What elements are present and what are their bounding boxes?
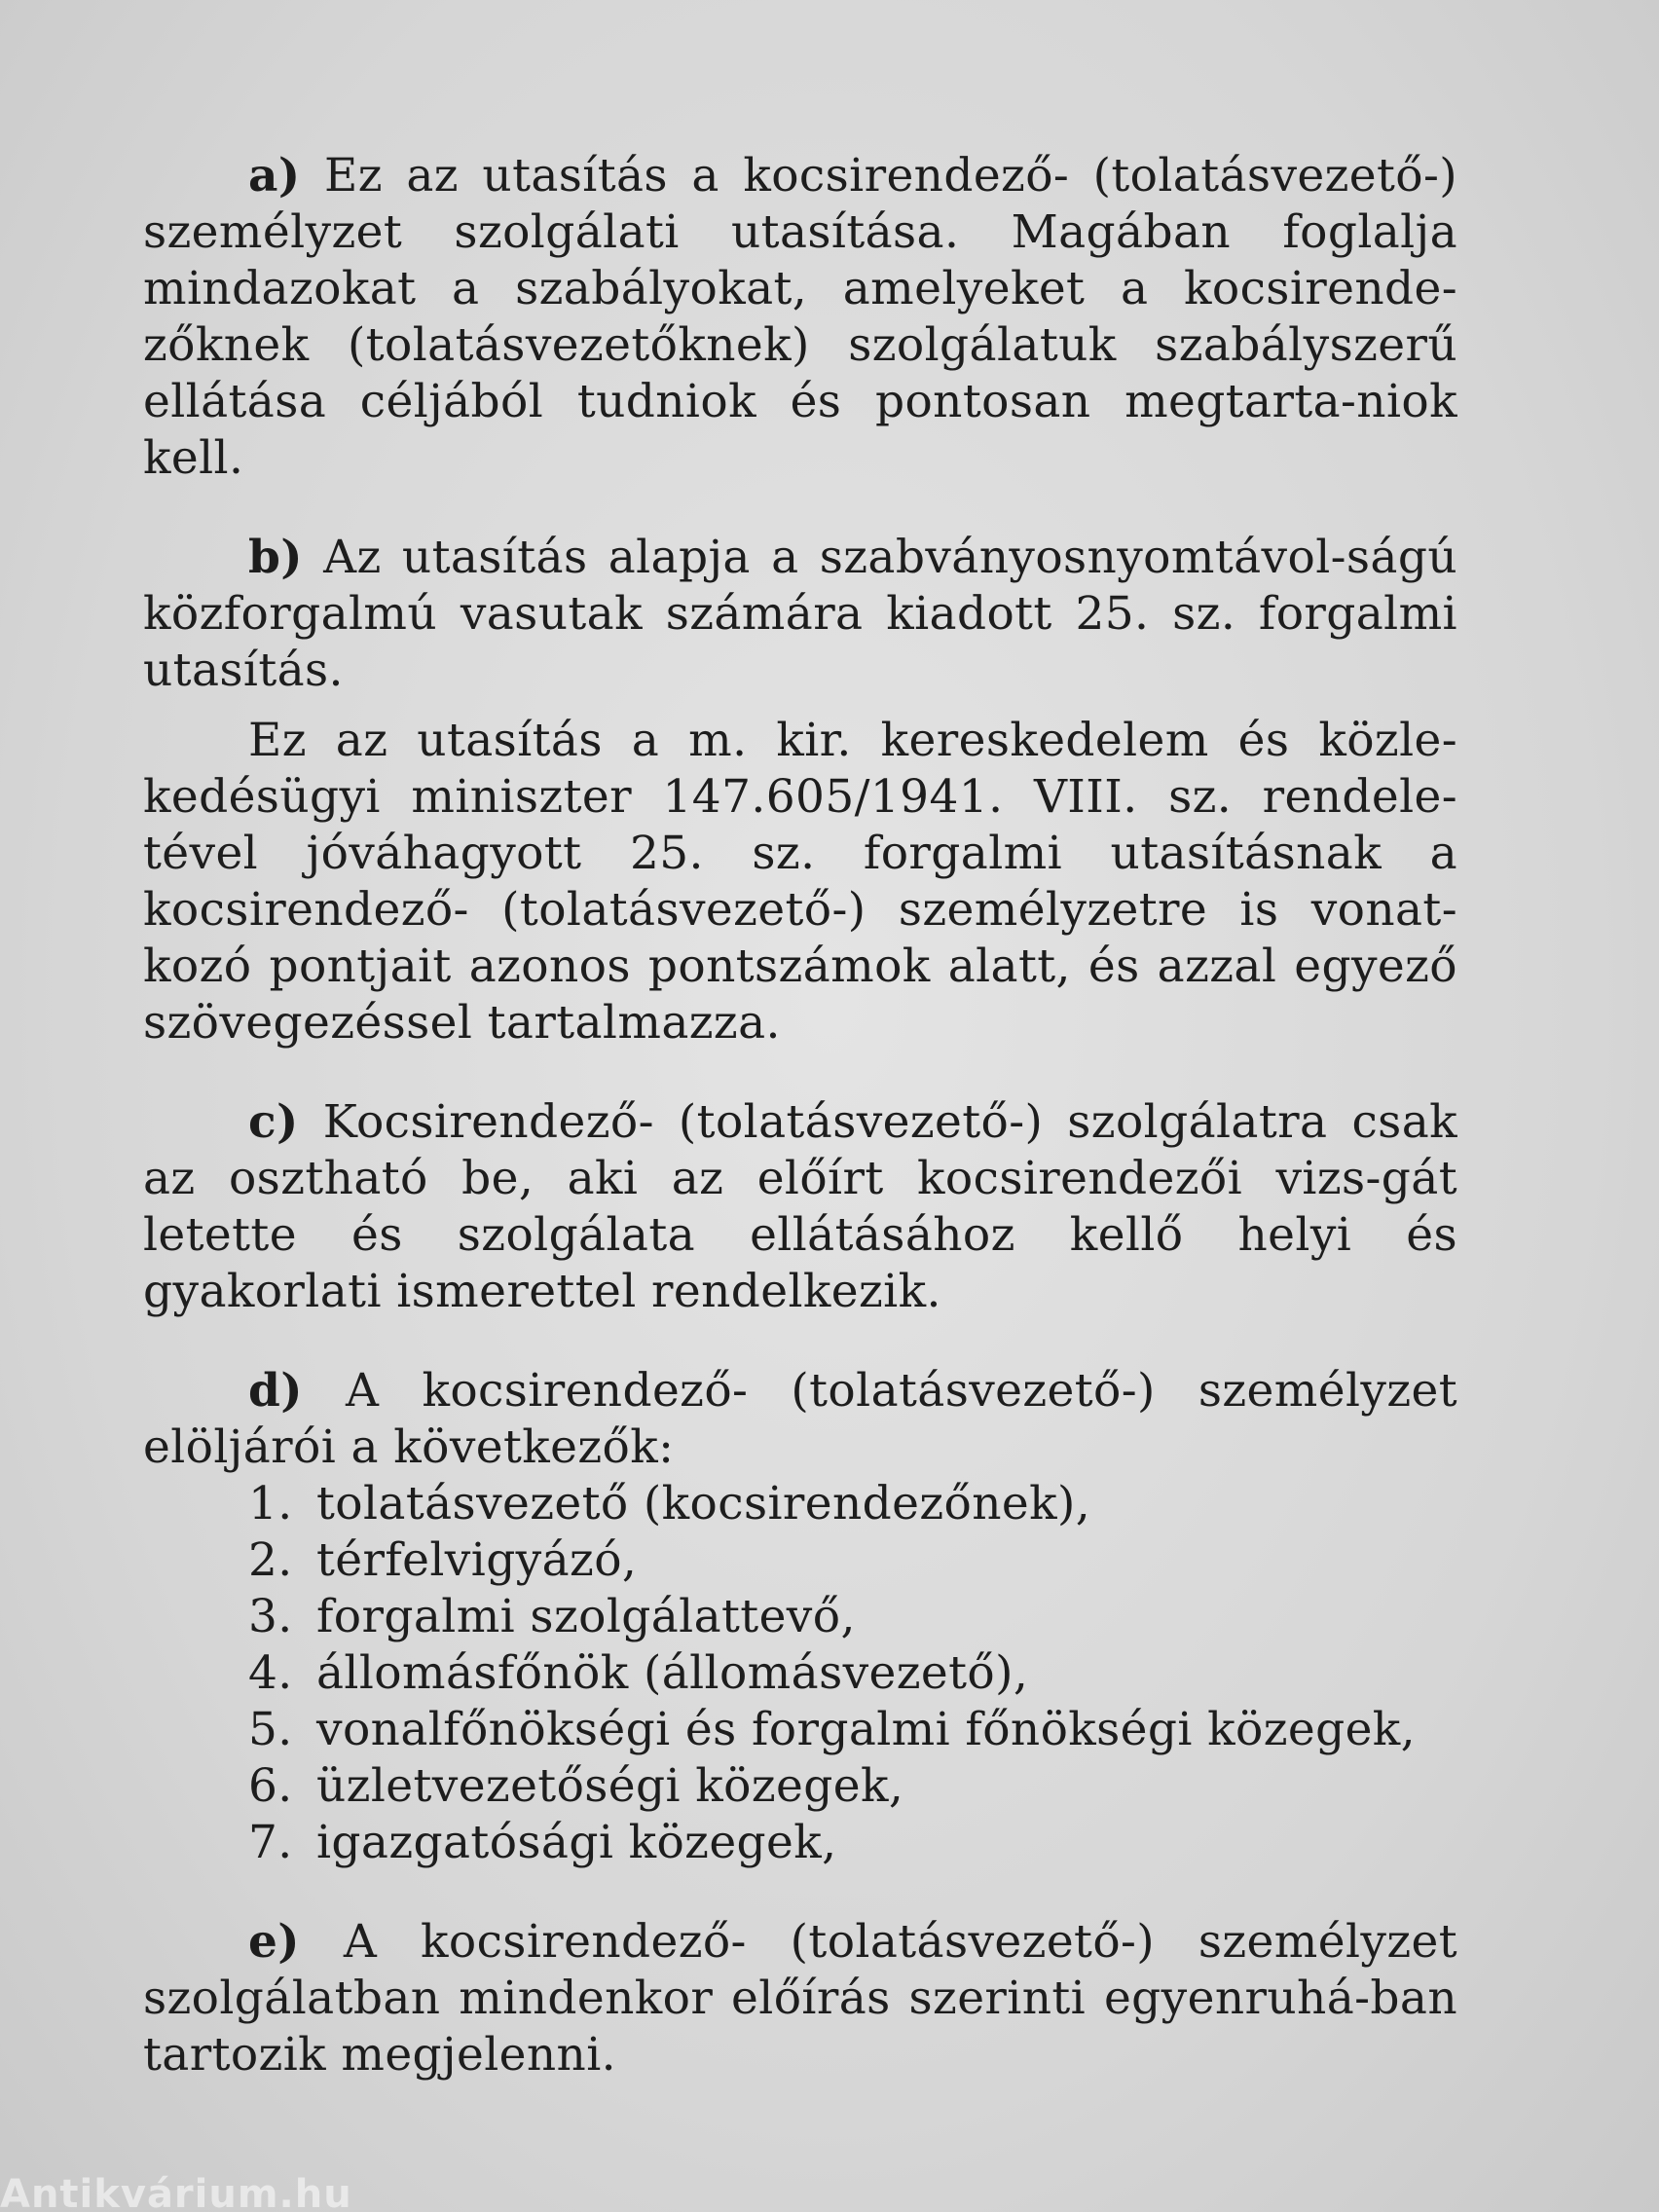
- list-item: [248, 1589, 1457, 1645]
- list-item: [248, 1758, 1457, 1815]
- paragraph-b: [143, 530, 1457, 699]
- paragraph-d: [143, 1363, 1457, 1476]
- paragraph-text-a: Ez az utasítás a kocsirendező- (tolatásvezető-) személyzet szolgálati utasítása. Magában foglalja mindazokat a szabályokat, amelyeket a kocsirende-zőknek (tolatásvezetőknek) szolgálatuk szabályszerű ellátása céljából tudniok és pontosan megtarta-niok kell.: [143, 149, 1457, 485]
- paragraph-marker-a: a): [248, 149, 301, 203]
- paragraph-marker-c: c): [248, 1095, 299, 1149]
- list-item-text: állomásfőnök (állomásvezető),: [316, 1646, 1029, 1700]
- paragraph-marker-b: b): [248, 531, 303, 584]
- paragraph-marker-d: d): [248, 1364, 303, 1418]
- list-item-text: igazgatósági közegek,: [316, 1816, 837, 1869]
- paragraph-text-d: A kocsirendező- (tolatásvezető-) személyzet elöljárói a következők:: [143, 1364, 1457, 1474]
- list-item-number: 3.: [248, 1590, 293, 1643]
- list-item: [248, 1702, 1457, 1758]
- list-item-number: 5.: [248, 1703, 293, 1756]
- list-item: [248, 1532, 1457, 1589]
- paragraph-a: [143, 148, 1457, 487]
- paragraph-text-b2: Ez az utasítás a m. kir. kereskedelem és közle-kedésügyi miniszter 147.605/1941. VIII. sz. rendele-tével jóváhagyott 25. sz. forgalmi utasításnak a kocsirendező- (tolatásvezető-) személyzetre is vonat-kozó pontjait azonos pontszámok alatt, és azzal egyező szövegezéssel tartalmazza.: [143, 714, 1457, 1050]
- list-item-text: térfelvigyázó,: [316, 1533, 638, 1587]
- paragraph-text-c: Kocsirendező- (tolatásvezető-) szolgálatra csak az osztható be, aki az előírt kocsirendezői vizs-gát letette és szolgálata ellátásához kellő helyi és gyakorlati ismerettel rendelkezik.: [143, 1095, 1457, 1318]
- list-item-text: vonalfőnökségi és forgalmi főnökségi közegek,: [316, 1703, 1417, 1756]
- list-item-number: 7.: [248, 1816, 293, 1869]
- paragraph-e: [143, 1914, 1457, 2083]
- paragraph-text-e: A kocsirendező- (tolatásvezető-) személyzet szolgálatban mindenkor előírás szerinti egyenruhá-ban tartozik megjelenni.: [143, 1915, 1457, 2082]
- supervisor-list: [143, 1476, 1457, 1871]
- list-item: [248, 1476, 1457, 1532]
- list-item-number: 4.: [248, 1646, 293, 1700]
- list-item: [248, 1815, 1457, 1871]
- list-item-number: 6.: [248, 1759, 293, 1813]
- document-body: [143, 148, 1457, 2083]
- list-item-text: forgalmi szolgálattevő,: [316, 1590, 856, 1643]
- list-item-text: tolatásvezető (kocsirendezőnek),: [316, 1477, 1091, 1530]
- paragraph-text-b: Az utasítás alapja a szabványosnyomtávol-ságú közforgalmú vasutak számára kiadott 25. sz. forgalmi utasítás.: [143, 531, 1458, 697]
- watermark-logo: Antikvárium.hu: [0, 2172, 352, 2212]
- list-item-text: üzletvezetőségi közegek,: [316, 1759, 904, 1813]
- paragraph-c: [143, 1094, 1457, 1320]
- list-item-number: 1.: [248, 1477, 293, 1530]
- list-item-number: 2.: [248, 1533, 293, 1587]
- paragraph-b-continuation: [143, 713, 1457, 1051]
- list-item: [248, 1645, 1457, 1702]
- paragraph-marker-e: e): [248, 1915, 300, 1969]
